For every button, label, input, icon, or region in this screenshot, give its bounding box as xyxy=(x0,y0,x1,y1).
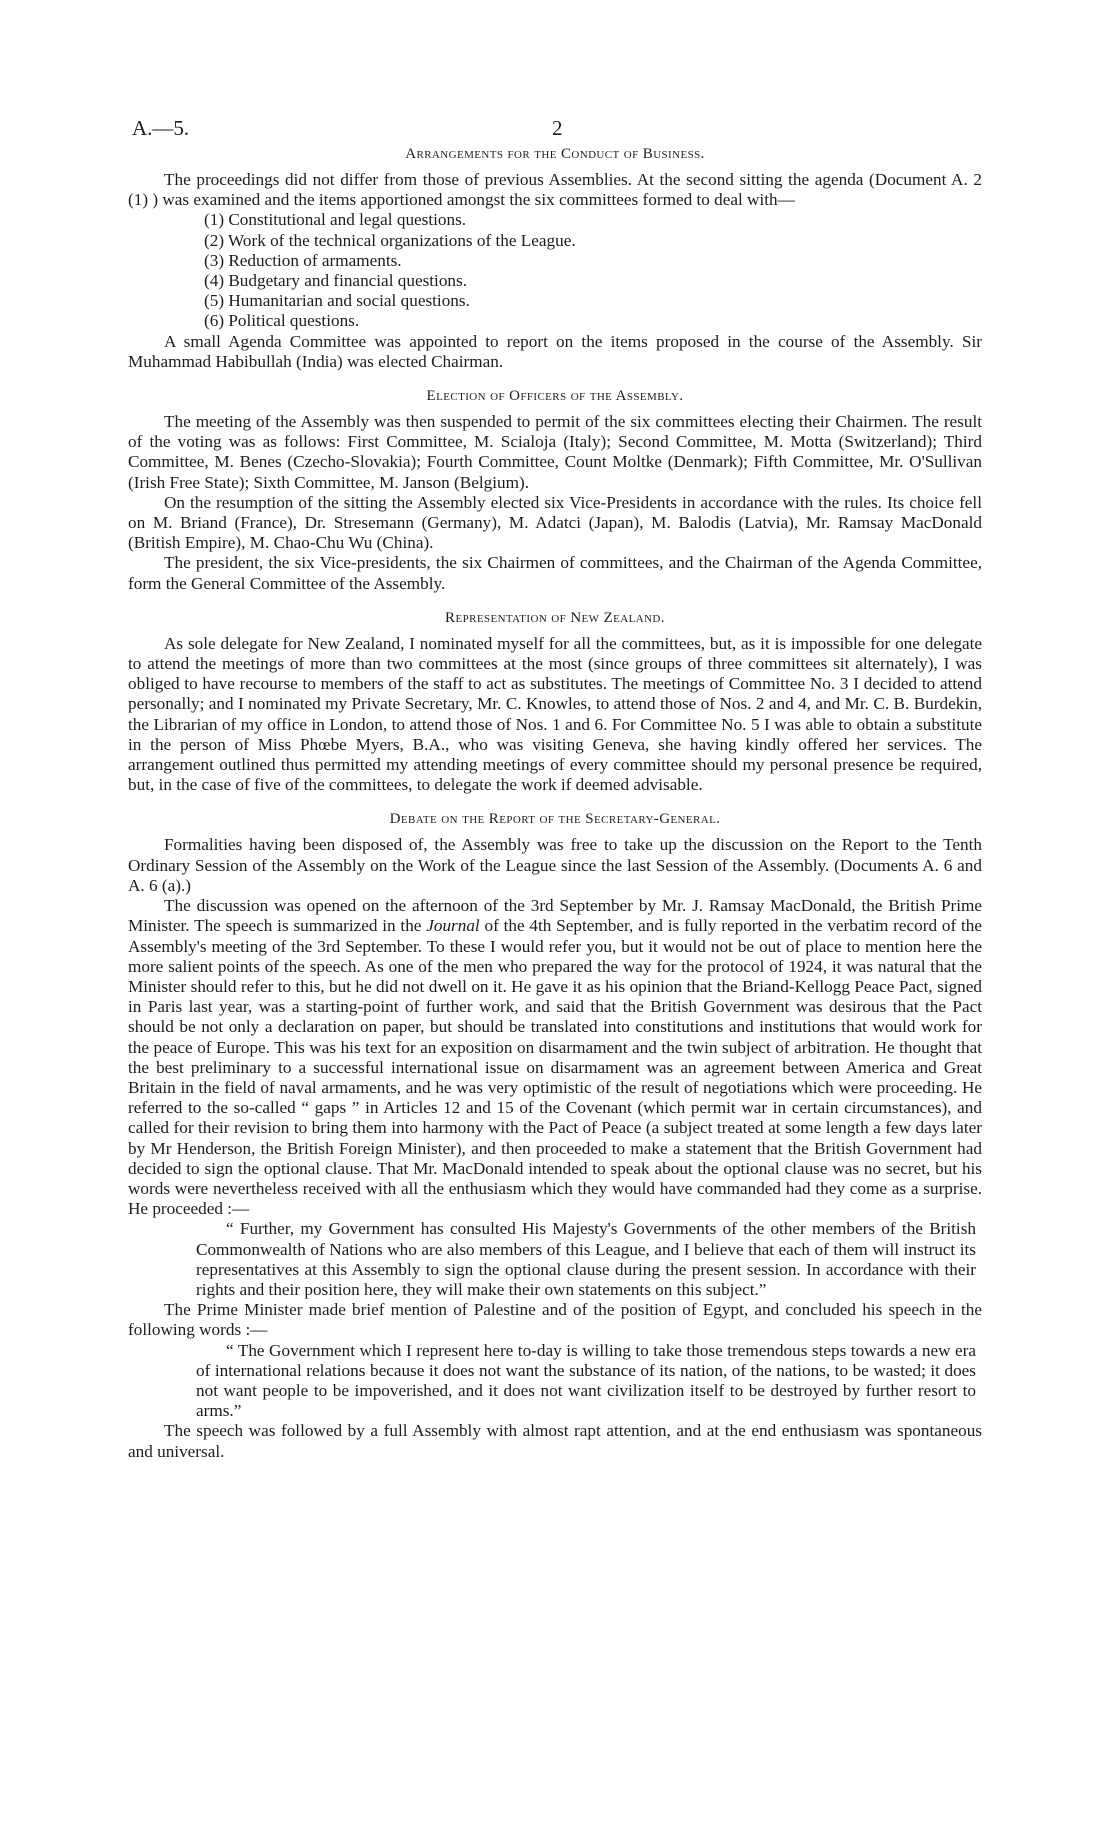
paragraph: The proceedings did not differ from those of previous Assemblies. At the second sitting the agenda (Document A. 2 (1) ) was examined and the items apportioned amongst the six committees formed to deal with— xyxy=(128,170,982,210)
section-representation xyxy=(128,608,982,796)
block-quote: “ Further, my Government has consulted His Majesty's Governments of the other members of the British Commonwealth of Nations who are also members of this League, and I believe that each of them will instruct its representatives at this Assembly to sign the optional clause during the present session. In accordance with their rights and their position here, they will make their own statements on this subject.” xyxy=(196,1219,976,1299)
paragraph xyxy=(128,896,982,1219)
section-debate xyxy=(128,809,982,1461)
paragraph: The meeting of the Assembly was then suspended to permit of the six committees electing their Chairmen. The result of the voting was as follows: First Committee, M. Scialoja (Italy); Second Committee, M. Motta (Switzerland); Third Committee, M. Benes (Czecho-Slovakia); Fourth Committee, Count Moltke (Denmark); Fifth Committee, Mr. O'Sullivan (Irish Free State); Sixth Committee, M. Janson (Belgium). xyxy=(128,412,982,492)
list-item: (1) Constitutional and legal questions. xyxy=(204,210,467,230)
list-item: (4) Budgetary and financial questions. xyxy=(204,271,467,291)
paragraph: Formalities having been disposed of, the Assembly was free to take up the discussion on the Report to the Tenth Ordinary Session of the Assembly on the Work of the League since the last Session of the Assembly. (Documents A. 6 and A. 6 (a).) xyxy=(128,835,982,895)
section-heading: Arrangements for the Conduct of Business. xyxy=(405,146,705,162)
list-item: (5) Humanitarian and social questions. xyxy=(204,291,470,311)
paragraph: The Prime Minister made brief mention of Palestine and of the position of Egypt, and concluded his speech in the following words :— xyxy=(128,1300,982,1340)
section-election-of-officers xyxy=(128,386,982,594)
paragraph: A small Agenda Committee was appointed to report on the items proposed in the course of the Assembly. Sir Muhammad Habibullah (India) was elected Chairman. xyxy=(128,331,982,371)
committee-list xyxy=(128,210,982,331)
paragraph: The president, the six Vice-presidents, the six Chairmen of committees, and the Chairman of the Agenda Committee, form the General Committee of the Assembly. xyxy=(128,553,982,593)
page-number: 2 xyxy=(552,116,563,140)
list-item: (3) Reduction of armaments. xyxy=(204,250,402,270)
running-header xyxy=(128,110,982,144)
list-item: (2) Work of the technical organizations of the League. xyxy=(204,230,576,250)
block-quote: “ The Government which I represent here to-day is willing to take those tremendous steps towards a new era of international relations because it does not want the substance of its nation, of the nations, to be wasted; it does not want people to be impoverished, and it does not want civilization itself to be destroyed by further resort to arms.” xyxy=(196,1340,976,1421)
section-heading: Election of Officers of the Assembly. xyxy=(426,388,684,405)
paragraph: As sole delegate for New Zealand, I nominated myself for all the committees, but, as it is impossible for one delegate to attend the meetings of more than two committees at the most (since groups of three committees sit alternately), I was obliged to have recourse to members of the staff to act as substitutes. The meetings of Committee No. 3 I decided to attend personally; and I nominated my Private Secretary, Mr. C. Knowles, to attend those of Nos. 2 and 4, and Mr. C. B. Burdekin, the Librarian of my office in London, to attend those of Nos. 1 and 6. For Committee No. 5 I was able to obtain a substitute in the person of Miss Phœbe Myers, B.A., who was visiting Geneva, she having kindly offered her services. The arrangement outlined thus permitted my attending meetings of every committee should my personal presence be required, but, in the case of five of the committees, to delegate the work if deemed advisable. xyxy=(128,633,982,795)
text-run: The discussion was opened on the afternoon of the 3rd September by Mr. J. Ramsay MacDonald, the British Prime Minister. The speech is summarized in the xyxy=(128,896,982,936)
section-conduct-of-business xyxy=(128,144,982,372)
paragraph: The speech was followed by a full Assembly with almost rapt attention, and at the end enthusiasm was spontaneous and universal. xyxy=(128,1421,982,1461)
document-reference: A.—5. xyxy=(132,116,190,140)
journal-title: Journal xyxy=(426,916,480,936)
text-run: of the 4th September, and is fully reported in the verbatim record of the Assembly's meeting of the 3rd September. To these I would refer you, but it would not be out of place to mention here the more salient points of the speech. As one of the men who prepared the way for the protocol of 1924, it was natural that the Minister should refer to this, but he did not dwell on it. He gave it as his opinion that the Briand-Kellogg Peace Pact, signed in Paris last year, was a starting-point of further work, and said that the British Government was desirous that the Pact should be not only a declaration on paper, but should be translated into constitutions and institutions that would work for the peace of Europe. This was his text for an exposition on disarmament and the twin subject of arbitration. He thought that the best preliminary to a successful international issue on disarmament was an agreement between America and Great Britain in the field of naval armaments, and he was very optimistic of the result of negotiations which were proceeding. He referred to the so-called “ gaps ” in Articles 12 and 15 of the Covenant (which permit war in certain circumstances), and called for their revision to bring them into harmony with the Pact of Peace (a subject treated at some length a few days later by Mr Henderson, the British Foreign Minister), and then proceeded to make a statement that the British Government had decided to sign the optional clause. That Mr. MacDonald intended to speak about the optional clause was no secret, but his words were nevertheless received with all the enthusiasm which they would have commanded had they come as a surprise. He proceeded :— xyxy=(128,916,982,1219)
list-item: (6) Political questions. xyxy=(204,311,360,331)
paragraph: On the resumption of the sitting the Assembly elected six Vice-Presidents in accordance with the rules. Its choice fell on M. Briand (France), Dr. Stresemann (Germany), M. Adatci (Japan), M. Balodis (Latvia), Mr. Ramsay MacDonald (British Empire), M. Chao-Chu Wu (China). xyxy=(128,492,982,553)
section-heading: Representation of New Zealand. xyxy=(445,609,665,626)
section-heading: Debate on the Report of the Secretary-General. xyxy=(389,811,721,828)
